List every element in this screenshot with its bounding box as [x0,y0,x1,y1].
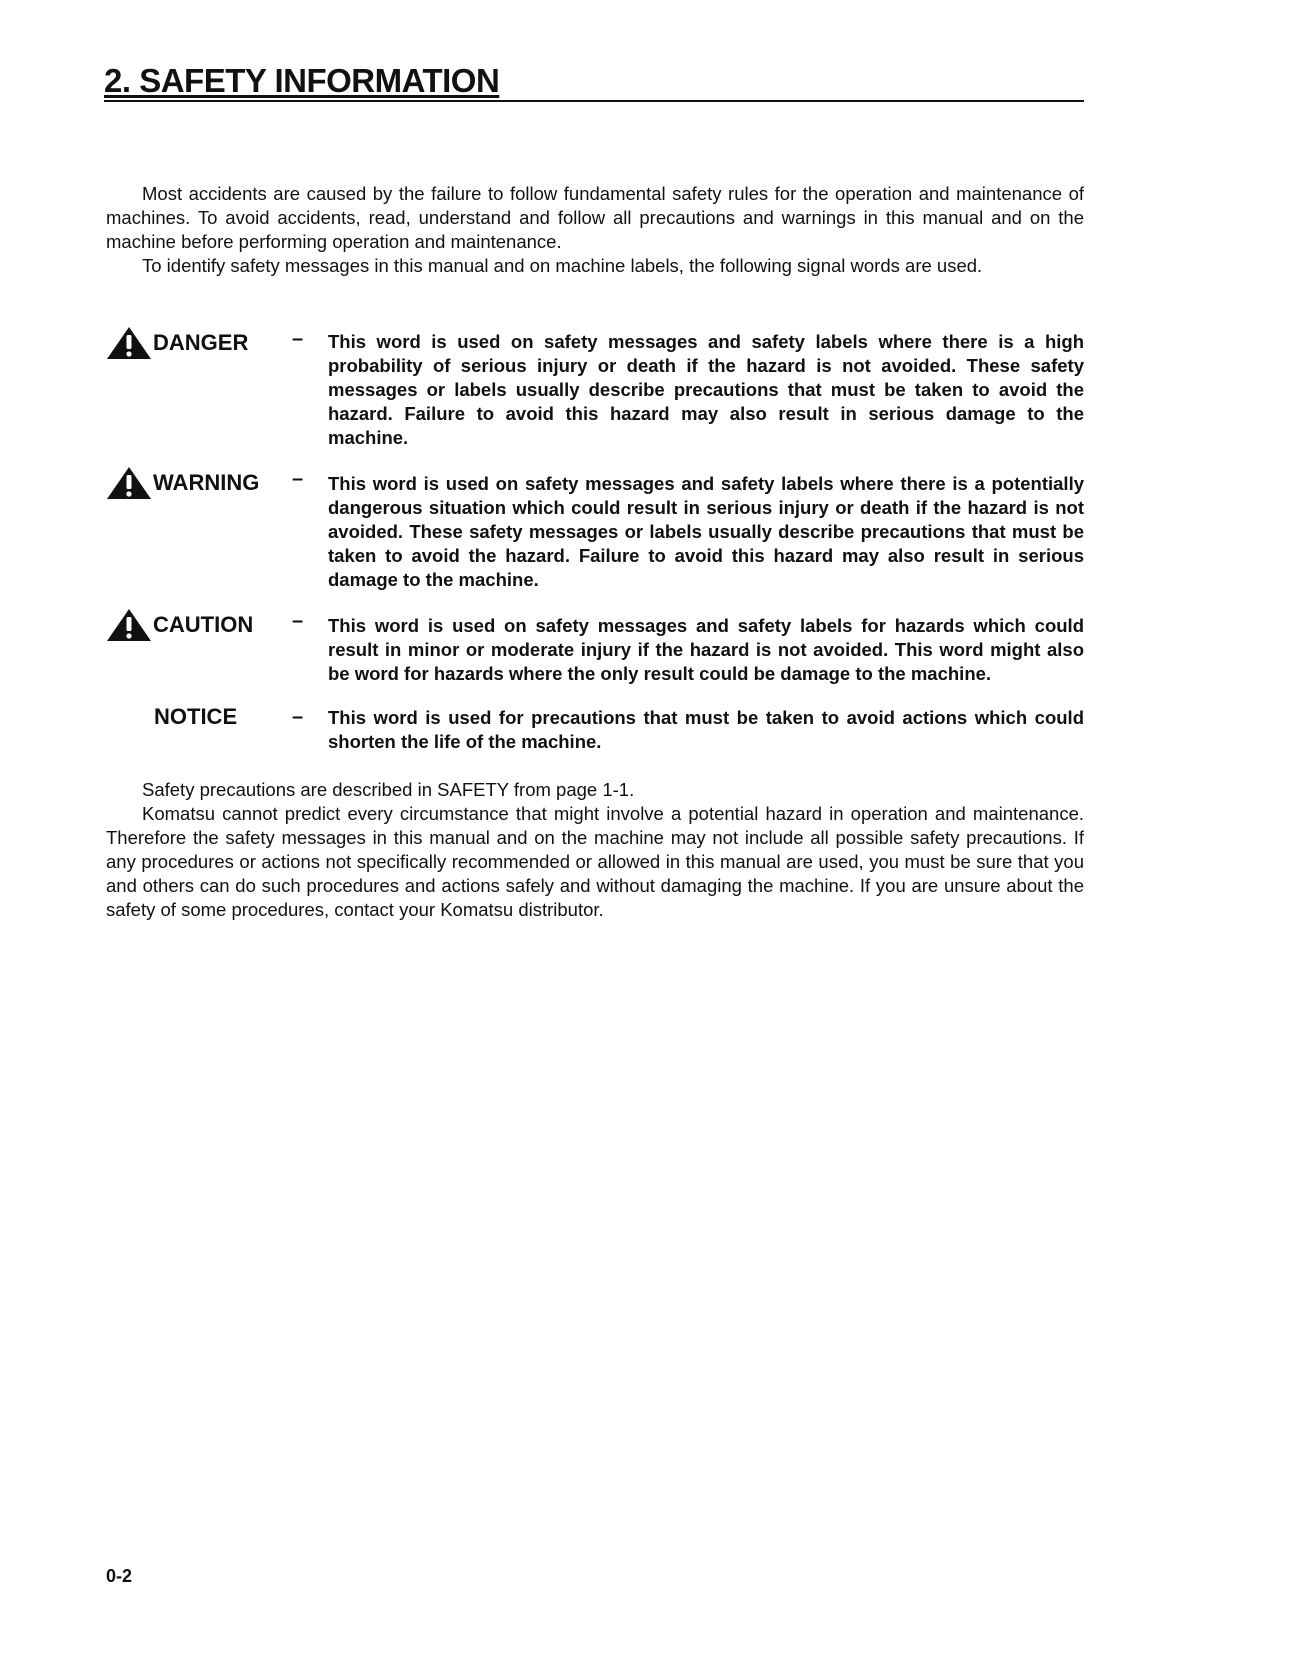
signal-caution-label [106,608,253,642]
signal-danger-dash: – [292,328,304,350]
signal-caution-word: CAUTION [153,612,254,637]
signal-notice-dash: – [292,706,304,728]
signal-danger-description: This word is used on safety messages and safety labels where there is a high probability of serious injury or death if the hazard is not avoided. These safety messages or labels usually describe precautions that must be taken to avoid the hazard. Failure to avoid this hazard may also result in serious damage to the machine. [328,331,1084,448]
signal-caution-description: This word is used on safety messages and safety labels for hazards which could result in minor or moderate injury if the hazard is not avoided. This word might also be word for hazards where the only result could be damage to the machine. [328,615,1084,684]
signal-warning-label [106,466,259,500]
signal-caution-dash: – [292,610,304,632]
intro-paragraph-1-text: Most accidents are caused by the failure to follow fundamental safety rules for the operation and maintenance of machines. To avoid accidents, read, understand and follow all precautions and warnings in this manual and on the machine before performing operation and maintenance. [106,183,1084,252]
closing-paragraph-2-text: Komatsu cannot predict every circumstance that might involve a potential hazard in operation and maintenance. Therefore the safety messages in this manual and on the machine may not include all possible safety precautions. If any procedures or actions not specifically recommended or allowed in this manual are used, you must be sure that you and others can do such procedures and actions safely and without damaging the machine. If you are unsure about the safety of some procedures, contact your Komatsu distributor. [106,803,1084,920]
intro-paragraph-1 [106,182,1084,254]
intro-paragraph-2 [106,254,1084,278]
title-rule [104,100,1084,102]
page-title: 2. SAFETY INFORMATION [104,62,500,99]
closing-paragraph-1 [106,778,1084,802]
warning-triangle-icon [106,466,152,500]
closing-paragraph-2 [106,802,1084,922]
warning-triangle-icon [106,326,152,360]
intro-paragraph-2-text: To identify safety messages in this manual and on machine labels, the following signal words are used. [142,255,983,276]
signal-warning-word: WARNING [153,470,260,495]
signal-warning-description: This word is used on safety messages and safety labels where there is a potentially dangerous situation which could result in serious injury or death if the hazard is not avoided. These safety messages or labels usually describe precautions that must be taken to avoid the hazard. Failure to avoid this hazard may also result in serious damage to the machine. [328,473,1084,590]
signal-warning-dash: – [292,468,304,490]
signal-notice-label [154,704,237,730]
signal-notice-word: NOTICE [154,704,238,729]
warning-triangle-icon [106,608,152,642]
page-number: 0-2 [106,1566,133,1586]
closing-paragraph-1-text: Safety precautions are described in SAFETY from page 1-1. [142,779,635,800]
signal-notice-description: This word is used for precautions that must be taken to avoid actions which could shorten the life of the machine. [328,707,1084,752]
signal-danger-word: DANGER [153,330,249,355]
signal-danger-label [106,326,248,360]
